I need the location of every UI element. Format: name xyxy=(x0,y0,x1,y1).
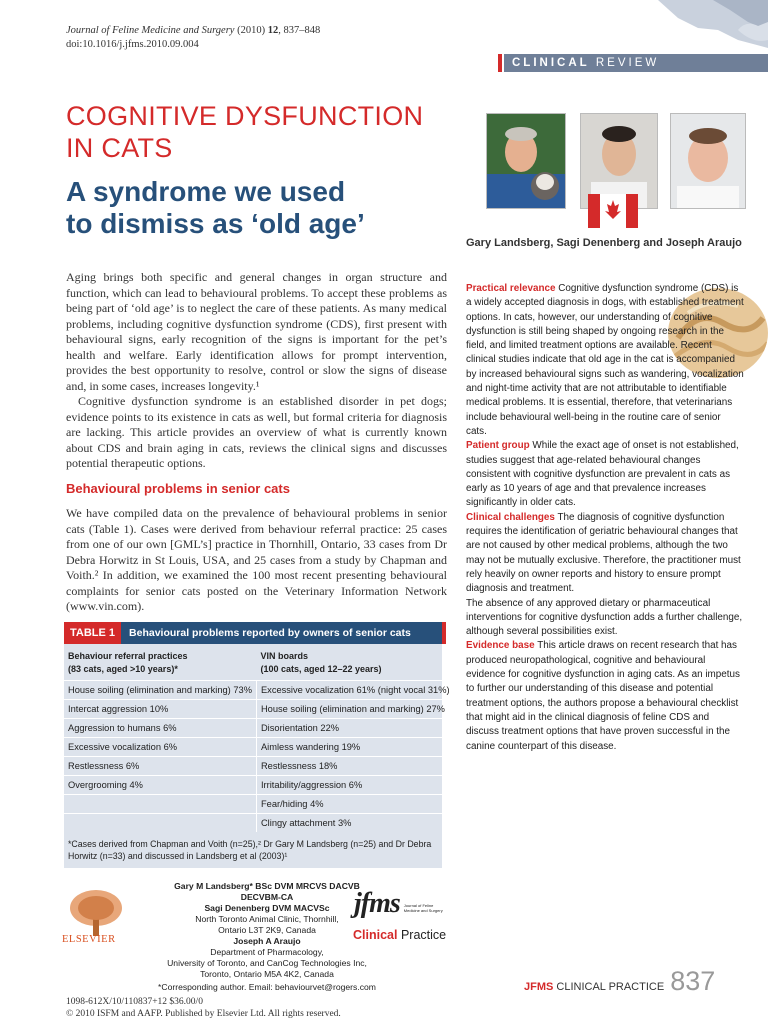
table-col-header: Behaviour referral practices (83 cats, aged >10 years)* xyxy=(68,651,188,674)
table-row xyxy=(64,700,454,719)
journal-name: Journal of Feline Medicine and Surgery xyxy=(66,25,235,36)
summary-clinical-challenges: Clinical challenges The diagnosis of cognitive dysfunction requires the identification of geriatric behavioural changes that are not caused by other medical problems, although the two may not be mutually exclusive. Therefore, the practitioner must rely heavily on owner reports and history to ensure prompt diagnosis and treatment. xyxy=(466,511,741,595)
section-banner: CLINICAL REVIEW xyxy=(504,54,768,72)
table-cell: Restlessness 18% xyxy=(256,757,453,776)
table-cell: House soiling (elimination and marking) 73% xyxy=(64,681,256,700)
intro-paragraph: Cognitive dysfunction syndrome is an established disorder in pet dogs; evidence points to its existence in cats as well, but formal criteria for diagnosis are lacking. This article provides an overview of what is currently known about CDS and brain aging in cats, reviews the clinical signs and discusses potential therapeutic options. xyxy=(66,394,447,470)
table-cell: Disorientation 22% xyxy=(256,719,453,738)
table-cell xyxy=(64,795,256,814)
cat-silhouette-graphic xyxy=(618,0,768,50)
table-header-bar xyxy=(64,622,442,644)
summary-evidence-base: Evidence base This article draws on recent research that has produced neuropathological, cognitive and behavioural evidence for cognitive dysfunction in aging cats. As an impetus to further our understanding of this disease and potential treatment options, the authors propose a behavioural checklist that might aid in the clinical diagnosis of feline CDS and discuss treatment options that have proven successful in the canine counterpart of this disease. xyxy=(466,640,740,752)
table-footnote: *Cases derived from Chapman and Voith (n=25),² Dr Gary M Landsberg (n=25) and Dr Debra Horwitz (n=33) and discussed in Landsberg et al (2003)¹ xyxy=(68,839,432,861)
table-cell: Irritability/aggression 6% xyxy=(256,776,453,795)
author-photo-araujo xyxy=(670,113,746,209)
author-byline: Gary Landsberg, Sagi Denenberg and Joseph Araujo xyxy=(466,237,742,249)
table-cell: Aggression to humans 6% xyxy=(64,719,256,738)
jfms-logo: jfms Journal of Feline Medicine and Surgery xyxy=(354,888,443,919)
table-cell: Fear/hiding 4% xyxy=(256,795,453,814)
summary-practical-relevance: Practical relevance Cognitive dysfunction syndrome (CDS) is a widely accepted diagnosis in dogs, with established treatment options. In cats, however, our understanding of cognitive dysfunction is still being shaped by ongoing research in the field, and limited treatment options are available. Recent clinical studies indicate that old age in the cat is accompanied by increased behavioural signs such as wandering, vocalization and night-time activity that are not attributable to identifiable medical problems. It is essential, therefore, that veterinarians include behavioural well-being in the routine care of senior cats. xyxy=(466,283,744,437)
summary-sidebar xyxy=(466,282,744,754)
canada-flag-icon xyxy=(588,190,638,232)
table-cell: Intercat aggression 10% xyxy=(64,700,256,719)
table-cell xyxy=(64,814,256,833)
table-col-header: VIN boards (100 cats, aged 12–22 years) xyxy=(260,651,382,674)
table-row xyxy=(64,757,454,776)
table-row xyxy=(64,738,454,757)
elsevier-wordmark: ELSEVIER xyxy=(62,934,116,945)
table-tag: TABLE 1 xyxy=(64,622,121,644)
table-cell: Excessive vocalization 61% (night vocal 31%) xyxy=(256,681,453,700)
summary-clinical-challenges-2: The absence of any approved dietary or pharmaceutical interventions for cognitive dysfunction adds a further challenge, although several possibilities exist. xyxy=(466,597,743,638)
journal-citation: Journal of Feline Medicine and Surgery (2010) 12, 837–848 doi:10.1016/j.jfms.2010.09.004 xyxy=(66,25,321,50)
copyright-footer: 1098-612X/10/110837+12 $36.00/0 © 2010 ISFM and AAFP. Published by Elsevier Ltd. All rights reserved. xyxy=(66,997,341,1019)
table-row xyxy=(64,776,454,795)
table-caption: Behavioural problems reported by owners of senior cats xyxy=(129,627,411,639)
jfms-clinical-practice: Clinical Practice xyxy=(353,928,447,942)
article-subtitle: A syndrome we used to dismiss as ‘old age’ xyxy=(66,176,365,239)
table-1 xyxy=(64,622,450,868)
table-row xyxy=(64,681,454,700)
table-row xyxy=(64,814,454,833)
table-cell: House soiling (elimination and marking) 27% xyxy=(256,700,453,719)
table-cell: Excessive vocalization 6% xyxy=(64,738,256,757)
page-number: 837 xyxy=(670,966,716,996)
table-cell: Clingy attachment 3% xyxy=(256,814,453,833)
table-cell: Aimless wandering 19% xyxy=(256,738,453,757)
author-affiliations: Gary M Landsberg* BSc DVM MRCVS DACVB DECVBM-CA Sagi Denenberg DVM MACVSc North Toronto Animal Clinic, Thornhill, Ontario L3T 2K9, Canada Joseph A Araujo Department of Pharmacology, University of Toronto, and CanCog Technologies Inc, Toronto, Ontario M5A 4K2, Canada xyxy=(167,881,367,979)
table-cell: Restlessness 6% xyxy=(64,757,256,776)
table-row xyxy=(64,719,454,738)
corresponding-author: *Corresponding author. Email: behaviourvet@rogers.com xyxy=(158,982,376,992)
article-title: COGNITIVE DYSFUNCTION IN CATS xyxy=(66,101,424,163)
table-body xyxy=(64,644,454,832)
table-row xyxy=(64,795,454,814)
author-photo-landsberg xyxy=(486,113,566,209)
page-footer: JFMS CLINICAL PRACTICE 837 xyxy=(524,966,716,996)
doi: doi:10.1016/j.jfms.2010.09.004 xyxy=(66,39,199,50)
table-accent xyxy=(442,622,446,644)
table-cell: Overgrooming 4% xyxy=(64,776,256,795)
summary-patient-group: Patient group While the exact age of onset is not established, studies suggest that age-related behavioural changes consistent with cognitive dysfunction are prevalent in cats as early as 10 years of age and that prevalence increases significantly in older cats. xyxy=(466,440,739,509)
intro-text xyxy=(66,270,447,472)
intro-paragraph: Aging brings both specific and general changes in organ structure and function, which can lead to behavioural problems. To accept these problems as being part of ‘old age’ is to neglect the care of these patients. As many medical problems, including cognitive dysfunction syndrome (CDS), first present with behavioural signs, early recognition of the signs is important for the pet’s health and welfare. Early identification allows for prompt intervention, provides the best opportunity to resolve, control or slow the signs of disease and, in some cases, increases longevity.¹ xyxy=(66,270,447,393)
section-heading: Behavioural problems in senior cats xyxy=(66,481,290,496)
section-body: We have compiled data on the prevalence of behavioural problems in senior cats (Table 1). Cases were derived from behaviour referral practice: 25 cases from one of our own [GML’s] practice in Thornhill, Ontario, 33 cases from Dr Debra Horwitz in St Louis, USA, and 25 cases from a study by Chapman and Voith.² In addition, we examined the 100 most recent presenting behavioural complaints for senior cats posted on the Veterinary Information Network (www.vin.com). xyxy=(66,506,447,613)
